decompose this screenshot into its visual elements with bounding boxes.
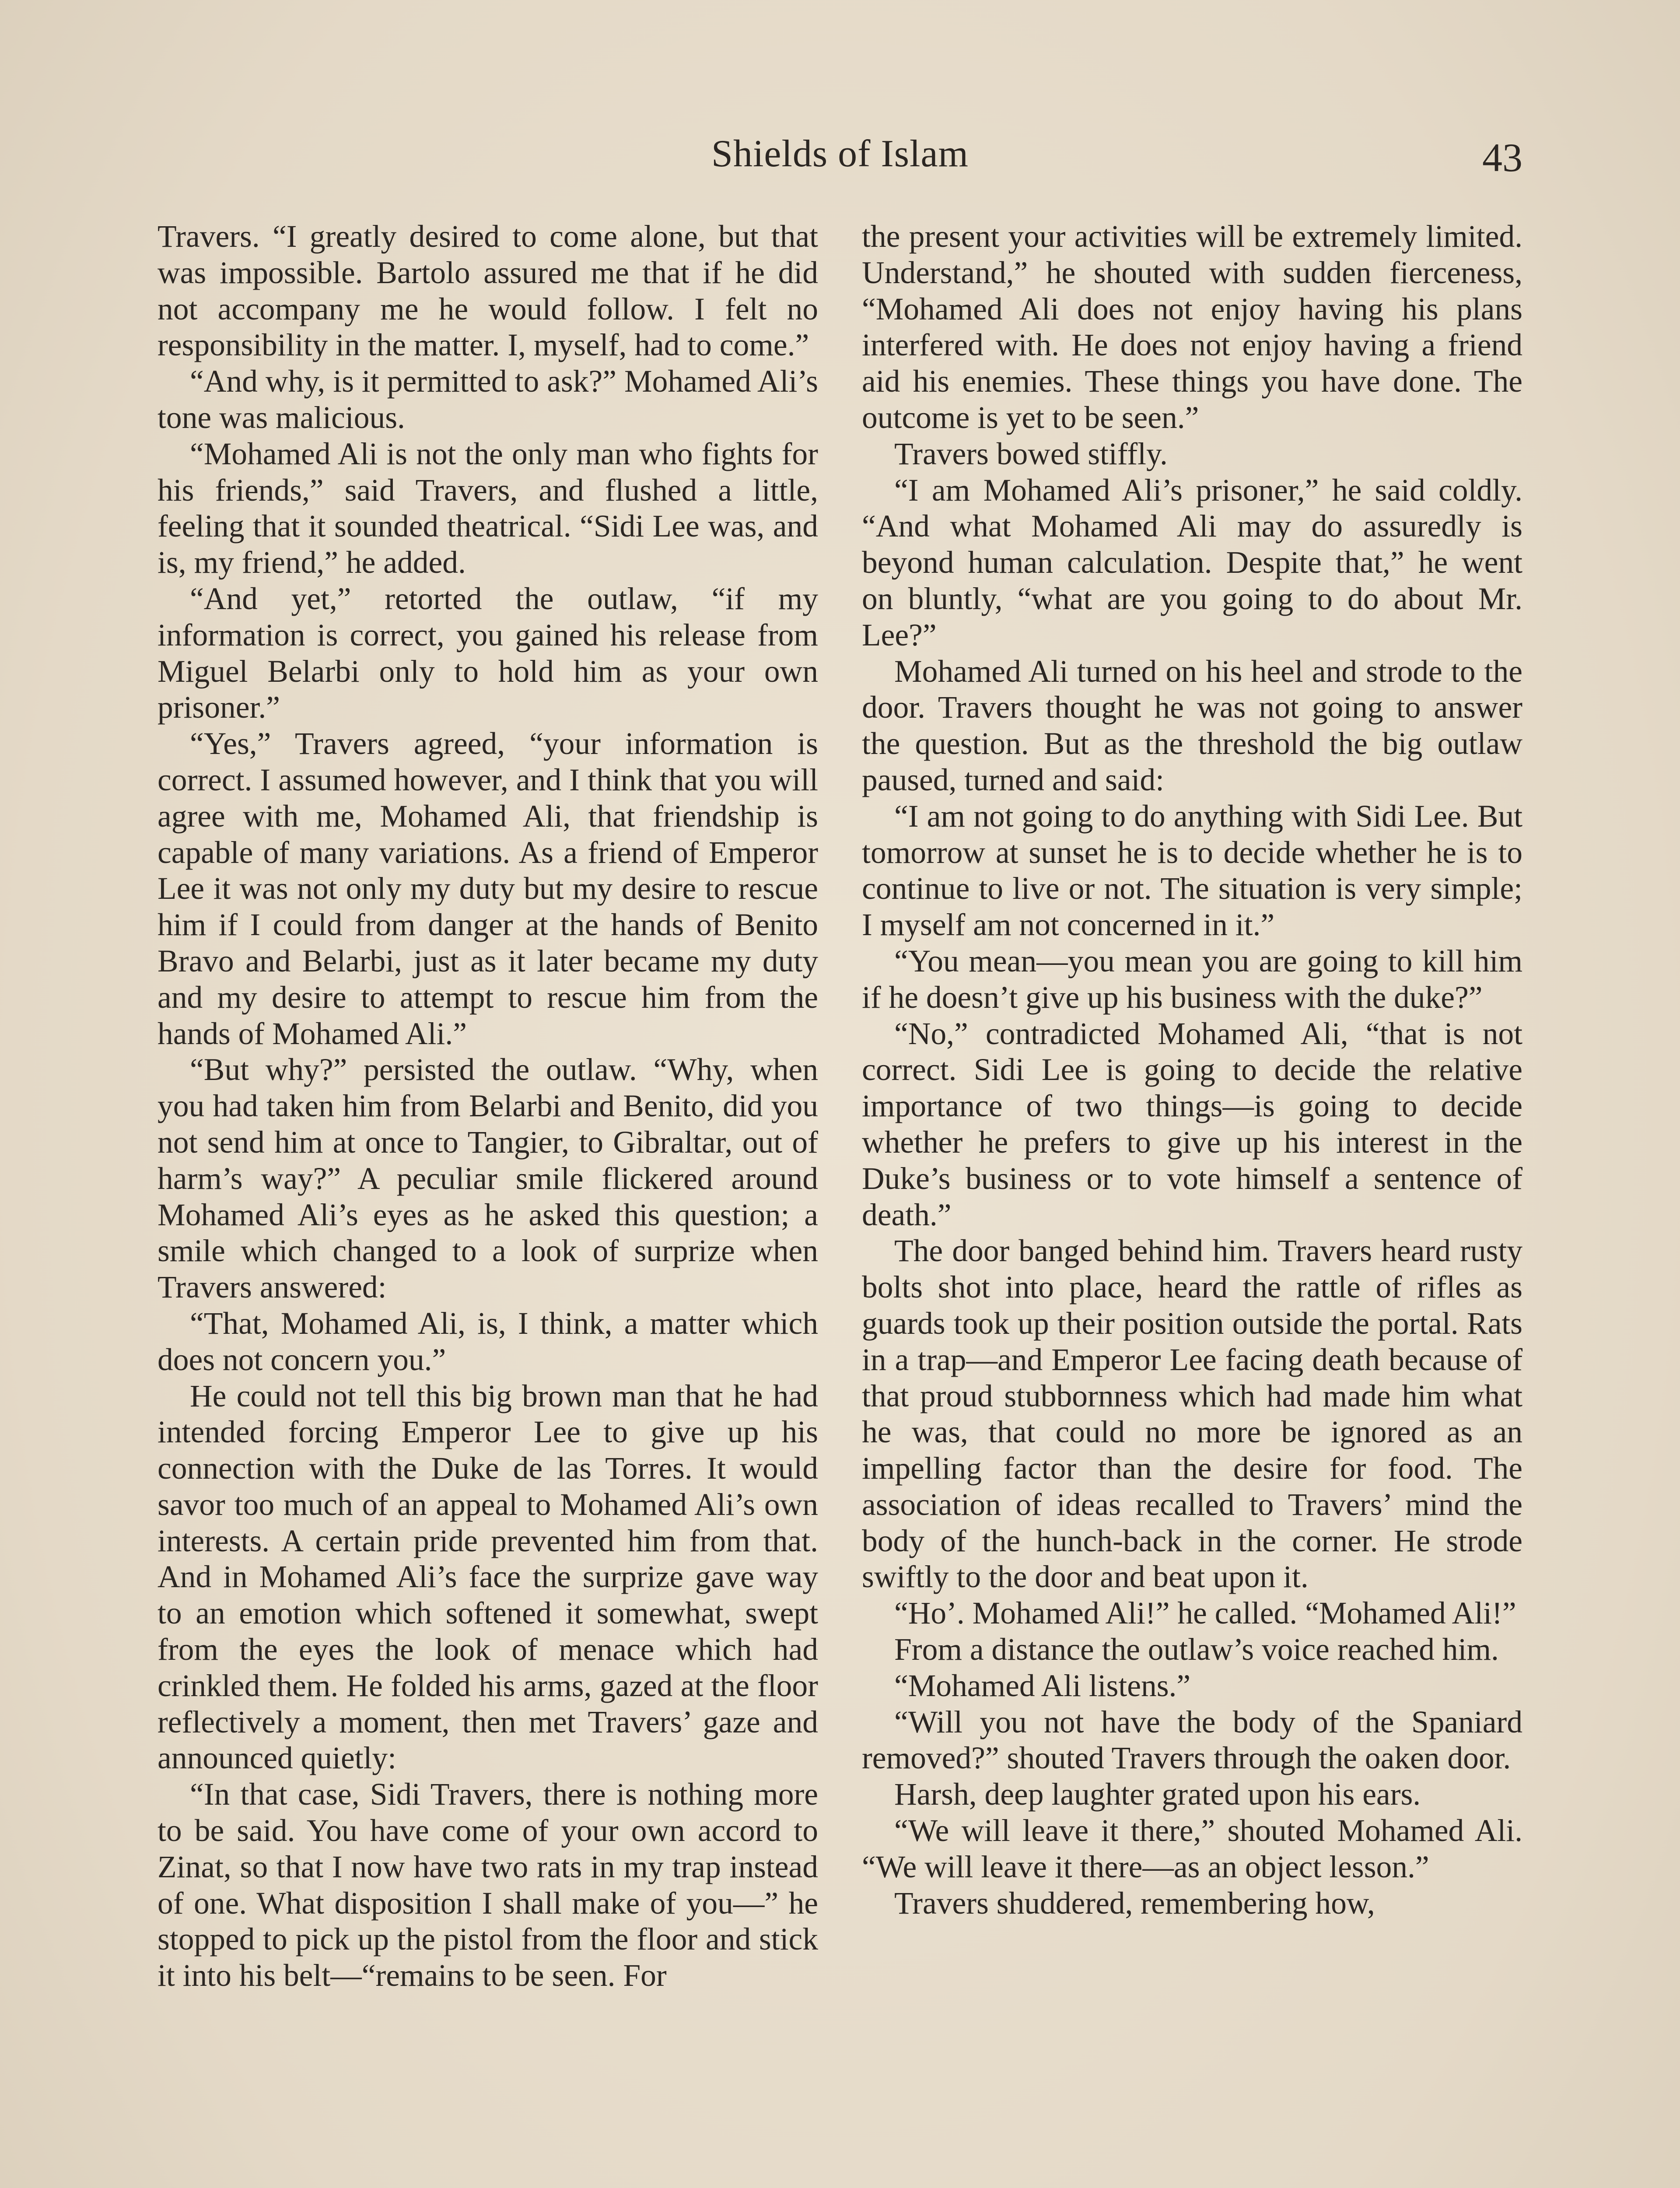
- paragraph: “Yes,” Travers agreed, “your information is correct. I assumed however, and I think that you will agree with me, Mohamed Ali, that friendship is capable of many variations. As a friend of Emperor Lee it was not only my duty but my desire to rescue him if I could from danger at the hands of Benito Bravo and Belarbi, just as it later became my duty and my desire to attempt to rescue him from the hands of Mohamed Ali.”: [158, 726, 818, 1051]
- paragraph: “I am Mohamed Ali’s prisoner,” he said coldly. “And what Mohamed Ali may do assuredly is beyond human calculation. Despite that,” he went on bluntly, “what are you going to do about Mr. Lee?”: [862, 473, 1522, 652]
- right-text-column: [862, 219, 1522, 2188]
- paragraph: From a distance the outlaw’s voice reached him.: [894, 1632, 1499, 1667]
- paragraph: “And yet,” retorted the outlaw, “if my information is correct, you gained his release from Miguel Belarbi only to hold him as your own prisoner.”: [158, 581, 818, 725]
- paragraph: Mohamed Ali turned on his heel and strode to the door. Travers thought he was not going to answer the question. But as the threshold the big outlaw paused, turned and said:: [862, 654, 1522, 797]
- paragraph: “No,” contradicted Mohamed Ali, “that is not correct. Sidi Lee is going to decide the relative importance of two things—is going to decide whether he prefers to give up his interest in the Duke’s business or to vote himself a sentence of death.”: [862, 1016, 1522, 1232]
- paragraph: “In that case, Sidi Travers, there is nothing more to be said. You have come of your own accord to Zinat, so that I now have two rats in my trap instead of one. What disposition I shall make of you—” he stopped to pick up the pistol from the floor and stick it into his belt—“remains to be seen. For: [158, 1777, 818, 1993]
- page-number: 43: [1482, 135, 1522, 180]
- paragraph: “And why, is it permitted to ask?” Mohamed Ali’s tone was malicious.: [158, 364, 818, 435]
- paragraph: “Mohamed Ali is not the only man who fights for his friends,” said Travers, and flushed a little, feeling that it sounded theatrical. “Sidi Lee was, and is, my friend,” he added.: [158, 436, 818, 580]
- paragraph: “I am not going to do anything with Sidi Lee. But tomorrow at sunset he is to decide whether he is to continue to live or not. The situation is very simple; I myself am not concerned in it.”: [862, 799, 1522, 943]
- paragraph: Travers. “I greatly desired to come alone, but that was impossible. Bartolo assured me that if he did not accompany me he would follow. I felt no responsibility in the matter. I, myself, had to come.”: [158, 219, 818, 363]
- paragraph: Harsh, deep laughter grated upon his ears.: [894, 1777, 1421, 1812]
- paragraph: Travers bowed stiffly.: [894, 436, 1168, 471]
- paragraph: the present your activities will be extremely limited. Understand,” he shouted with sudden fierceness, “Mohamed Ali does not enjoy having his plans interfered with. He does not enjoy having a friend aid his enemies. These things you have done. The outcome is yet to be seen.”: [862, 219, 1522, 435]
- paragraph: “Mohamed Ali listens.”: [894, 1668, 1191, 1703]
- paragraph: He could not tell this big brown man that he had intended forcing Emperor Lee to give up his connection with the Duke de las Torres. It would savor too much of an appeal to Mohamed Ali’s own interests. A certain pride prevented him from that. And in Mohamed Ali’s face the surprize gave way to an emotion which softened it somewhat, swept from the eyes the look of menace which had crinkled them. He folded his arms, gazed at the floor reflectively a moment, then met Travers’ gaze and announced quietly:: [158, 1378, 818, 1776]
- paragraph: Travers shuddered, remembering how,: [894, 1886, 1375, 1921]
- paragraph: “Will you not have the body of the Spaniard removed?” shouted Travers through the oaken door.: [862, 1704, 1522, 1776]
- left-text-column: [158, 219, 818, 2188]
- paragraph: The door banged behind him. Travers heard rusty bolts shot into place, heard the rattle of rifles as guards took up their position outside the portal. Rats in a trap—and Emperor Lee facing death because of that proud stubbornness which had made him what he was, that could no more be ignored as an impelling factor than the desire for food. The association of ideas recalled to Travers’ mind the body of the hunch-back in the corner. He strode swiftly to the door and beat upon it.: [862, 1234, 1522, 1595]
- paragraph: “But why?” persisted the outlaw. “Why, when you had taken him from Belarbi and Benito, did you not send him at once to Tangier, to Gibraltar, out of harm’s way?” A peculiar smile flickered around Mohamed Ali’s eyes as he asked this question; a smile which changed to a look of surprize when Travers answered:: [158, 1052, 818, 1305]
- paragraph: “We will leave it there,” shouted Mohamed Ali. “We will leave it there—as an object lesson.”: [862, 1813, 1522, 1884]
- paragraph: “Ho’. Mohamed Ali!” he called. “Mohamed Ali!”: [894, 1596, 1516, 1631]
- paragraph: “You mean—you mean you are going to kill him if he doesn’t give up his business with the duke?”: [862, 943, 1522, 1015]
- paragraph: “That, Mohamed Ali, is, I think, a matter which does not concern you.”: [158, 1306, 818, 1377]
- running-title: Shields of Islam: [711, 133, 969, 175]
